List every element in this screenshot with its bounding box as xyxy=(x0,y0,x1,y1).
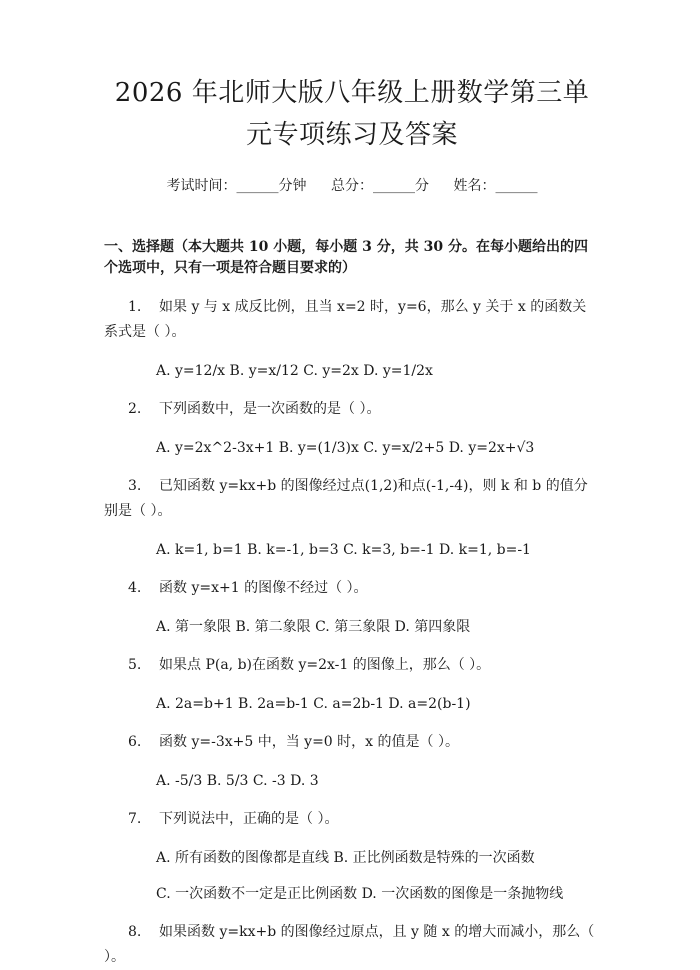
question-text: 下列函数中，是一次函数的是（ ）。 xyxy=(159,401,381,417)
question-options: A. 2a=b+1 B. 2a=b-1 C. a=2b-1 D. a=2(b-1) xyxy=(156,696,471,712)
exam-time-label: 考试时间：______分钟 xyxy=(166,178,307,194)
question-stem xyxy=(104,807,600,832)
question-options: A. k=1, b=1 B. k=-1, b=3 C. k=3, b=-1 D. k=1, b=-1 xyxy=(156,542,531,558)
question-stem xyxy=(104,730,600,755)
total-score-label: 总分：______分 xyxy=(331,178,429,194)
question-text: 如果点 P(a, b)在函数 y=2x-1 的图像上，那么（ ）。 xyxy=(159,657,491,673)
question-text: 如果 y 与 x 成反比例，且当 x=2 时，y=6，那么 y 关于 x 的函数关系式是（ ）。 xyxy=(104,299,587,340)
question-item xyxy=(104,295,600,381)
question-number: 7. xyxy=(128,811,142,827)
question-text: 函数 y=-3x+5 中，当 y=0 时，x 的值是（ ）。 xyxy=(159,734,459,750)
question-options: A. y=12/x B. y=x/12 C. y=2x D. y=1/2x xyxy=(156,363,433,379)
question-options: A. y=2x^2-3x+1 B. y=(1/3)x C. y=x/2+5 D. y=2x+√3 xyxy=(156,440,535,456)
question-item xyxy=(104,807,600,904)
question-options: A. -5/3 B. 5/3 C. -3 D. 3 xyxy=(156,773,319,789)
question-stem xyxy=(104,295,600,345)
question-text: 已知函数 y=kx+b 的图像经过点(1,2)和点(-1,-4)，则 k 和 b 的值分别是（ ）。 xyxy=(104,478,588,519)
question-number: 1. xyxy=(128,299,142,315)
question-number: 8. xyxy=(128,924,142,940)
question-number: 2. xyxy=(128,401,142,417)
question-text: 函数 y=x+1 的图像不经过（ ）。 xyxy=(159,580,368,596)
question-item xyxy=(104,653,600,714)
exam-info-line xyxy=(104,176,600,196)
question-text: 下列说法中，正确的是（ ）。 xyxy=(159,811,339,827)
question-options: A. 第一象限 B. 第二象限 C. 第三象限 D. 第四象限 xyxy=(156,619,471,635)
question-stem xyxy=(104,397,600,422)
question-stem xyxy=(104,653,600,678)
question-number: 6. xyxy=(128,734,142,750)
question-options: C. 一次函数不一定是正比例函数 D. 一次函数的图像是一条抛物线 xyxy=(156,886,564,902)
question-item xyxy=(104,474,600,560)
name-label: 姓名：______ xyxy=(453,178,538,194)
question-number: 3. xyxy=(128,478,142,494)
question-item xyxy=(104,920,600,970)
question-number: 4. xyxy=(128,580,142,596)
question-options: A. 所有函数的图像都是直线 B. 正比例函数是特殊的一次函数 xyxy=(156,850,535,866)
question-stem xyxy=(104,474,600,524)
question-stem xyxy=(104,576,600,601)
section-heading: 一、选择题（本大题共 10 小题，每小题 3 分，共 30 分。在每小题给出的四个选项中，只有一项是符合题目要求的） xyxy=(104,239,588,276)
question-text: 如果函数 y=kx+b 的图像经过原点，且 y 随 x 的增大而减小，那么（ ）。 xyxy=(104,924,595,965)
question-item xyxy=(104,397,600,458)
question-stem xyxy=(104,920,600,970)
page-title: 2026 年北师大版八年级上册数学第三单元专项练习及答案 xyxy=(114,78,590,150)
question-number: 5. xyxy=(128,657,142,673)
question-list xyxy=(104,295,600,970)
question-item xyxy=(104,576,600,637)
question-item xyxy=(104,730,600,791)
